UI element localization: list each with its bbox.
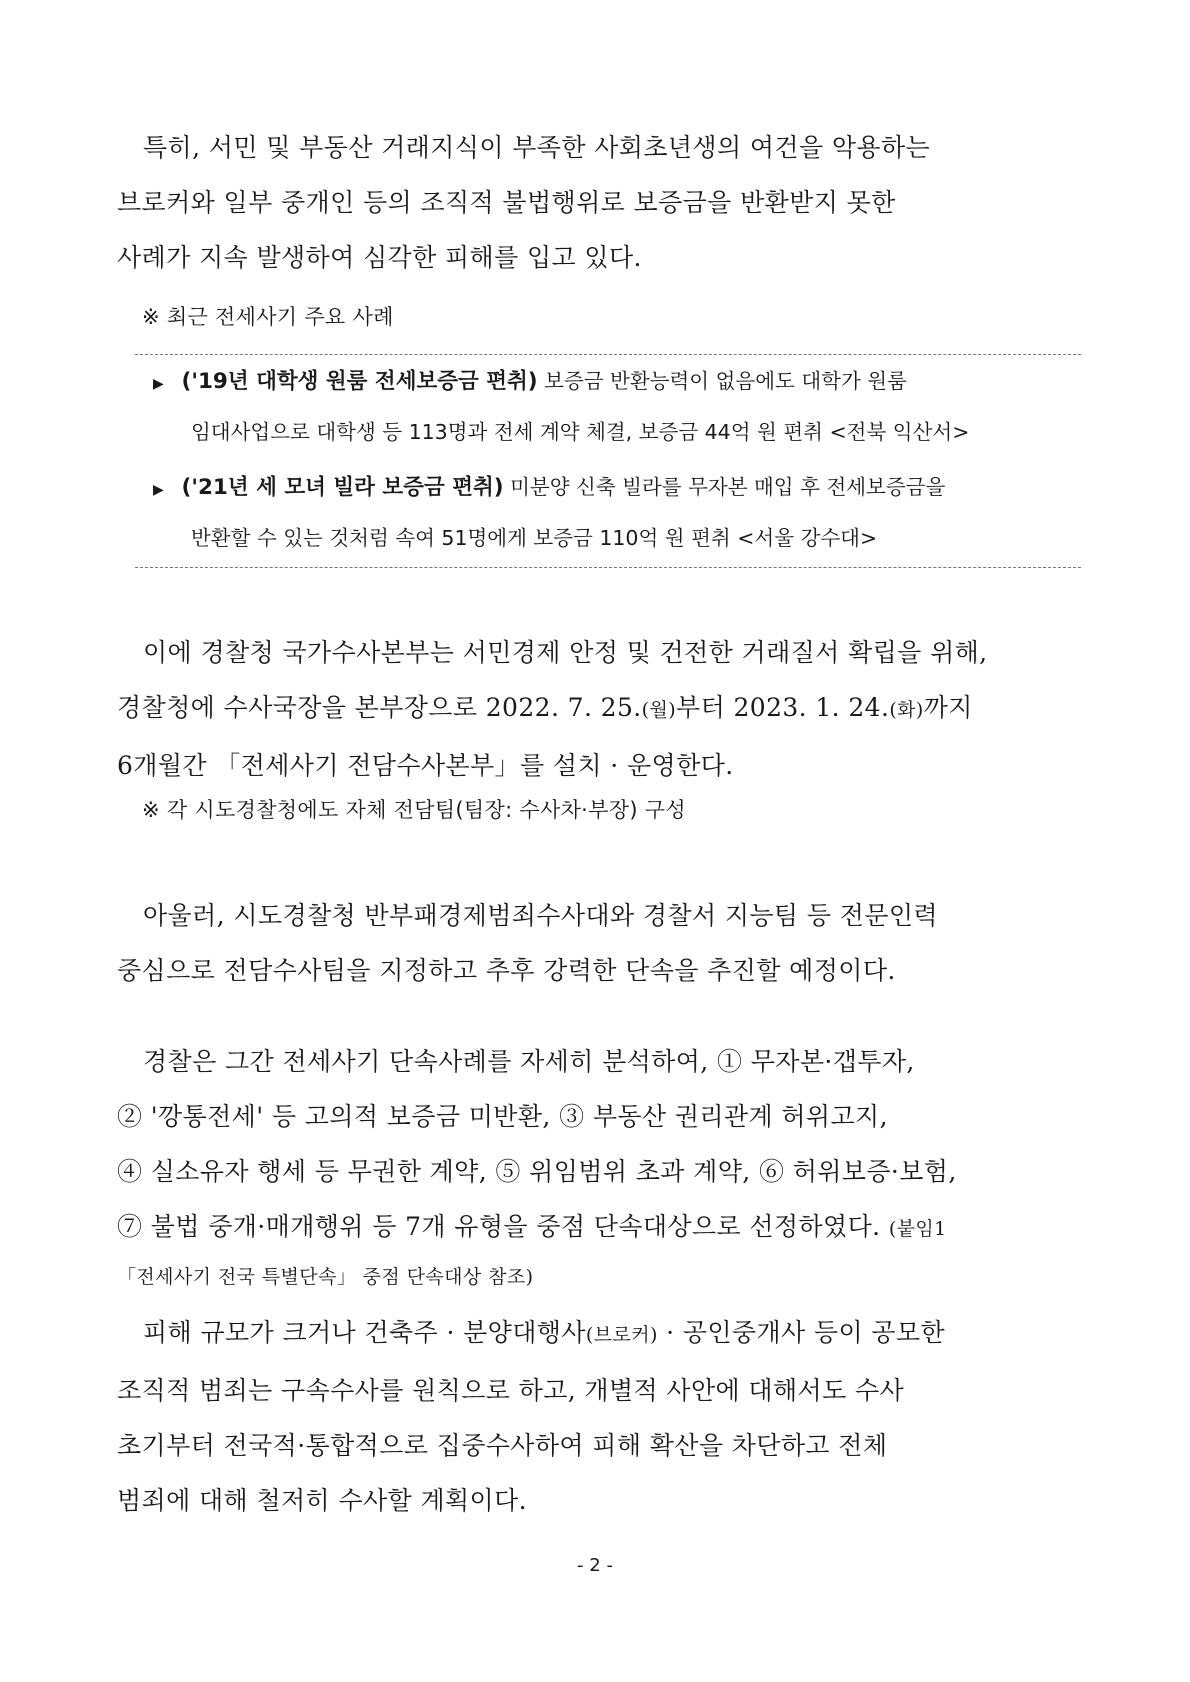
paragraph-line: 이에 경찰청 국가수사본부는 서민경제 안정 및 건전한 거래질서 확립을 위해, [143, 638, 988, 667]
paragraph-line: ② '깡통전세' 등 고의적 보증금 미반환, ③ 부동산 권리관계 허위고지, [117, 1102, 888, 1131]
paragraph-investigation-plan [117, 1305, 1081, 1528]
triangle-bullet-icon: ▶ [153, 376, 164, 392]
paragraph-line: 6개월간 「전세사기 전담수사본부」를 설치 · 운영한다. [117, 751, 734, 780]
paragraph-line: 브로커와 일부 중개인 등의 조직적 불법행위로 보증금을 반환받지 못한 [117, 188, 896, 217]
paragraph-line: 사례가 지속 발생하여 심각한 피해를 입고 있다. [117, 243, 642, 272]
paragraph-crackdown-types [117, 1034, 1081, 1297]
paragraph-line: 범죄에 대해 철저히 수사할 계획이다. [117, 1486, 527, 1515]
case-item [153, 463, 1065, 562]
paragraph-line: ④ 실소유자 행세 등 무권한 계약, ⑤ 위임범위 초과 계약, ⑥ 허위보증·보험, [117, 1157, 957, 1186]
page-number: - 2 - [577, 1555, 613, 1576]
paragraph-line: 경찰은 그간 전세사기 단속사례를 자세히 분석하여, ① 무자본·갭투자, [143, 1047, 915, 1076]
case-text: 보증금 반환능력이 없음에도 대학가 원룸 [544, 369, 907, 393]
paragraph-line: 아울러, 시도경찰청 반부패경제범죄수사대와 경찰서 지능팀 등 전문인력 [143, 901, 938, 930]
paragraph-line: 경찰청에 수사국장을 본부장으로 2022. 7. 25.(월)부터 2023. 1. 24.(화)까지 [117, 693, 973, 722]
paragraph-line: 조직적 범죄는 구속수사를 원칙으로 하고, 개별적 사안에 대해서도 수사 [117, 1376, 905, 1405]
case-text-continued: 임대사업으로 대학생 등 113명과 전세 계약 체결, 보증금 44억 원 편취 <전북 익산서> [191, 420, 970, 444]
paragraph-dedicated-teams [117, 888, 1081, 998]
note-regional-teams: ※ 각 시도경찰청에도 자체 전담팀(팀장: 수사차·부장) 구성 [142, 798, 686, 822]
paragraph-line: 중심으로 전담수사팀을 지정하고 추후 강력한 단속을 추진할 예정이다. [117, 956, 896, 985]
paragraph-line: 특히, 서민 및 부동산 거래지식이 부족한 사회초년생의 여건을 악용하는 [143, 133, 931, 162]
paragraph-task-force [117, 625, 1081, 793]
case-examples-box [135, 354, 1081, 568]
paragraph-line: ⑦ 불법 중개·매개행위 등 7개 유형을 중점 단속대상으로 선정하였다. (붙임1 [117, 1212, 947, 1241]
case-text-continued: 반환할 수 있는 것처럼 속여 51명에게 보증금 110억 원 편취 <서울 강수대> [191, 526, 878, 550]
triangle-bullet-icon: ▶ [153, 482, 164, 498]
case-text: 미분양 신축 빌라를 무자본 매입 후 전세보증금을 [510, 475, 946, 499]
case-item [153, 357, 1065, 456]
paragraph-victims [117, 120, 1081, 285]
paragraph-line: 「전세사기 전국 특별단속」 중점 단속대상 참조) [117, 1266, 534, 1288]
case-title: ('19년 대학생 원룸 전세보증금 편취) [181, 369, 538, 394]
case-title: ('21년 세 모녀 빌라 보증금 편취) [181, 475, 504, 500]
paragraph-line: 초기부터 전국적·통합적으로 집중수사하여 피해 확산을 차단하고 전체 [117, 1431, 888, 1460]
note-recent-cases: ※ 최근 전세사기 주요 사례 [142, 305, 394, 329]
paragraph-line: 피해 규모가 크거나 건축주 · 분양대행사(브로커) · 공인중개사 등이 공모한 [143, 1318, 946, 1347]
